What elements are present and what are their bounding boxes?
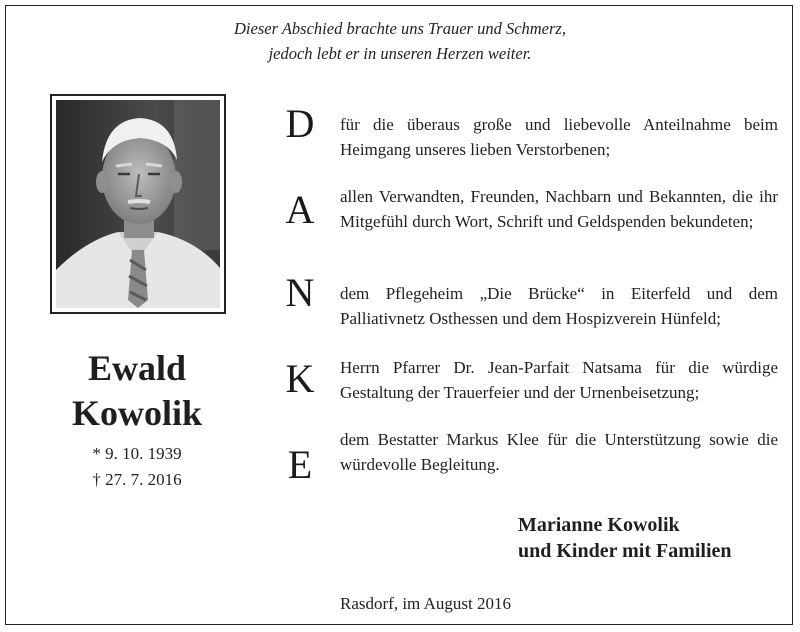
life-dates: [30, 441, 244, 493]
death-date: † 27. 7. 2016: [92, 470, 182, 489]
quote-line-1: Dieser Abschied brachte uns Trauer und Schmerz,: [234, 19, 566, 38]
thanks-paragraph-4: Herrn Pfarrer Dr. Jean-Parfait Natsama für die würdige Gestaltung der Trauerfeier und der Urnenbeisetzung;: [340, 358, 778, 402]
letter-e: E: [287, 442, 313, 487]
signature: [518, 512, 732, 564]
letter-n: N: [285, 270, 315, 315]
last-name: Kowolik: [71, 393, 203, 433]
portrait-photo: [56, 100, 220, 308]
letter-k: K: [285, 356, 315, 401]
thanks-paragraph-1: für die überaus große und liebevolle Anteilnahme beim Heimgang unseres lieben Verstorbenen;: [340, 115, 778, 159]
signature-line-2: und Kinder mit Familien: [518, 540, 732, 562]
signature-line-1: Marianne Kowolik: [518, 514, 680, 536]
birth-date: * 9. 10. 1939: [92, 444, 182, 463]
place-date: Rasdorf, im August 2016: [340, 594, 511, 613]
thanks-paragraph-2: allen Verwandten, Freunden, Nachbarn und Bekannten, die ihr Mitgefühl durch Wort, Schrift und Geldspenden bekundeten;: [340, 187, 778, 231]
header-quote: [0, 16, 800, 66]
quote-line-2: jedoch lebt er in unseren Herzen weiter.: [268, 44, 532, 63]
thanks-paragraph-5: dem Bestatter Markus Klee für die Unterstützung sowie die würdevolle Begleitung.: [340, 430, 778, 474]
letter-a: A: [285, 187, 315, 232]
thanks-paragraph-3: dem Pflegeheim „Die Brücke“ in Eiterfeld und dem Palliativnetz Osthessen und dem Hospizverein Hünfeld;: [340, 284, 778, 328]
letter-d: D: [285, 101, 315, 146]
deceased-name: [30, 346, 244, 436]
first-name: Ewald: [87, 348, 187, 388]
portrait-frame: [50, 94, 226, 314]
